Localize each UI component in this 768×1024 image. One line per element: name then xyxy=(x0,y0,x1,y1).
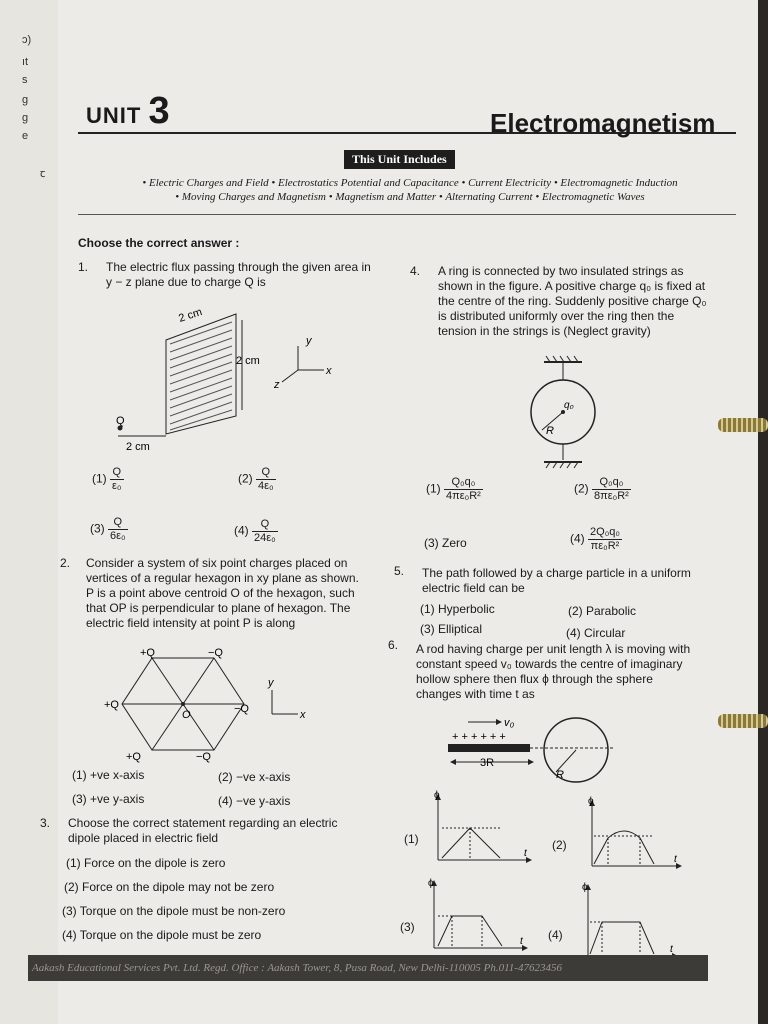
margin-letter: g xyxy=(22,112,29,124)
option[interactable]: (4) Circular xyxy=(566,626,626,640)
velocity-label: v₀ xyxy=(504,717,515,729)
option[interactable]: (3) Elliptical xyxy=(420,622,483,636)
axis-label: t xyxy=(520,936,523,947)
axis-label: ϕ xyxy=(428,878,434,889)
question-4-text: A ring is connected by two insulated strings as shown in the figure. A positive charge q₀ is fixed at the centre of the ring. Suddenly positive charge Q₀ is distributed uniformly over the ring then the tension in the strings is (Neglect gravity) xyxy=(438,264,707,338)
charge-label: q₀ xyxy=(564,400,574,411)
axis-label: ϕ xyxy=(434,790,440,801)
axis-label: t xyxy=(674,854,677,865)
question-number: 2. xyxy=(60,556,71,570)
margin-letter: ıt xyxy=(22,56,29,68)
option[interactable]: (2) Parabolic xyxy=(568,604,637,618)
ring-figure xyxy=(520,354,610,470)
option[interactable]: (2) $\frac{\text{Q₀q₀}}{\text{8πε₀R²}}$ xyxy=(574,476,629,502)
option[interactable]: (1) Hyperbolic xyxy=(420,602,495,616)
charge-label: Q xyxy=(116,415,125,427)
option[interactable]: (4) $\frac{Q}{\text{24ε₀}}$ xyxy=(234,518,276,544)
axis-label: t xyxy=(524,848,527,859)
question-5-text: The path followed by a charge particle in a uniform electric field can be xyxy=(422,566,691,595)
option[interactable]: (3) Torque on the dipole must be non-zero xyxy=(62,904,286,918)
axis-label: x xyxy=(326,365,332,377)
option[interactable]: (4) xyxy=(548,928,563,942)
option[interactable]: (3) +ve y-axis xyxy=(72,792,145,806)
axis-label: t xyxy=(670,944,673,955)
question-3-text: Choose the correct statement regarding an electric dipole placed in electric field xyxy=(68,816,338,845)
centroid-label: O xyxy=(182,709,191,721)
charge-label: −Q xyxy=(234,703,249,715)
flux-graph-3 xyxy=(420,876,536,956)
option[interactable]: (2) −ve x-axis xyxy=(218,770,291,784)
charge-label: +Q xyxy=(104,699,119,711)
charge-label: −Q xyxy=(196,751,211,763)
question-number: 1. xyxy=(78,260,89,274)
dimension-label: 2 cm xyxy=(236,355,260,367)
unit-includes-label: This Unit Includes xyxy=(344,150,455,169)
axis-label: z xyxy=(274,379,280,391)
footer: Aakash Educational Services Pvt. Ltd. Regd. Office : Aakash Tower, 8, Pusa Road, New Delhi-110005 Ph.011-47623456 xyxy=(28,955,708,981)
area-figure xyxy=(100,300,360,460)
hexagon-figure xyxy=(104,644,324,764)
question-number: 4. xyxy=(410,264,421,278)
question-2-text: Consider a system of six point charges placed on vertices of a regular hexagon in xy plane as shown. P is a point above centroid O of the hexagon, such that OP is perpendicular to plane of hexagon. The electric field intensity at point P is along xyxy=(86,556,359,630)
option[interactable]: (2) Force on the dipole may not be zero xyxy=(64,880,275,894)
option[interactable]: (1) $\frac{\text{Q₀q₀}}{\text{4πε₀R²}}$ xyxy=(426,476,481,502)
option[interactable]: (3) Zero xyxy=(424,536,467,550)
radius-label: R xyxy=(556,769,564,781)
charge-label: +Q xyxy=(140,647,155,659)
question-6-text: A rod having charge per unit length λ is moving with constant speed v₀ towards the centre of imaginary hollow sphere then flux ϕ through the sphere changes with time t as xyxy=(416,642,691,701)
question-number: 5. xyxy=(394,564,405,578)
option[interactable]: (2) $\frac{Q}{\text{4ε₀}}$ xyxy=(238,466,274,492)
option[interactable]: (2) xyxy=(552,838,567,852)
question-number: 3. xyxy=(40,816,51,830)
margin-letter: ɔ) xyxy=(22,34,32,46)
option[interactable]: (4) $\frac{\text{2Q₀q₀}}{\text{πε₀R²}}$ xyxy=(570,526,620,552)
left-page-edge xyxy=(0,0,58,1024)
flux-graph-1 xyxy=(424,790,540,870)
margin-letter: ꞇ xyxy=(40,168,46,180)
axis-label: y xyxy=(268,677,274,689)
question-number: 6. xyxy=(388,638,399,652)
margin-letter: e xyxy=(22,130,29,142)
option[interactable]: (3) xyxy=(400,920,415,934)
margin-letter: g xyxy=(22,94,29,106)
charge-label: +Q xyxy=(126,751,141,763)
charge-label: −Q xyxy=(208,647,223,659)
axis-label: ϕ xyxy=(588,796,594,807)
axis-label: y xyxy=(306,335,312,347)
instruction: Choose the correct answer : xyxy=(78,236,240,250)
margin-letter: s xyxy=(22,74,28,86)
option[interactable]: (4) Torque on the dipole must be zero xyxy=(62,928,262,942)
dimension-label: 2 cm xyxy=(177,306,204,325)
dimension-label: 2 cm xyxy=(126,441,150,453)
radius-label: R xyxy=(546,425,554,437)
option[interactable]: (4) −ve y-axis xyxy=(218,794,291,808)
axis-label: ϕ xyxy=(582,882,588,893)
option[interactable]: (3) $\frac{Q}{\text{6ε₀}}$ xyxy=(90,516,126,542)
page-title: Electromagnetism xyxy=(490,108,716,138)
option[interactable]: (1) Force on the dipole is zero xyxy=(66,856,226,870)
binder-spring xyxy=(718,714,768,728)
unit-topics: • Electric Charges and Field • Electrostatics Potential and Capacitance • Current Electricity • Electromagnetic Induction • Moving Charges and Magnetism • Magnetism and Matter • Alternating Current • Electromagnetic Waves xyxy=(142,177,678,203)
flux-graph-4 xyxy=(574,880,684,964)
rod-sphere-figure xyxy=(448,712,618,788)
axis-label: x xyxy=(300,709,306,721)
option[interactable]: (1) $\frac{Q}{\text{ε₀}}$ xyxy=(92,466,122,492)
length-label: 3R xyxy=(480,757,495,769)
option[interactable]: (1) +ve x-axis xyxy=(72,768,145,782)
unit-heading: UNIT 3 xyxy=(86,90,171,132)
question-1-text: The electric flux passing through the given area in y − z plane due to charge Q is xyxy=(106,260,371,289)
charge-row: + + + + + + xyxy=(452,731,506,743)
binder-spring xyxy=(718,418,768,432)
option[interactable]: (1) xyxy=(404,832,419,846)
topics-rule xyxy=(78,214,736,215)
flux-graph-2 xyxy=(578,796,688,876)
